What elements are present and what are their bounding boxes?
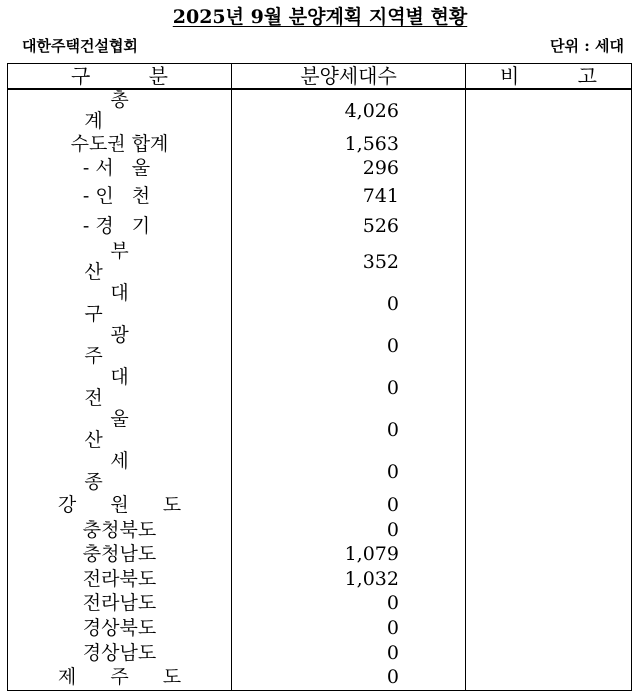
- unit-count: 0: [232, 592, 466, 617]
- remarks-cell: [466, 592, 632, 617]
- unit-count: 352: [232, 241, 466, 283]
- region-label: 충청남도: [8, 542, 232, 567]
- unit-label: 단위 : 세대: [550, 37, 624, 55]
- header-category: 구 분: [8, 64, 232, 90]
- unit-count: 1,032: [232, 567, 466, 592]
- table-row: [8, 641, 632, 666]
- region-label: 대 구: [8, 283, 232, 325]
- table-row: [8, 211, 632, 241]
- unit-count: 526: [232, 211, 466, 241]
- table-row: [8, 616, 632, 641]
- region-label: -서 울: [8, 157, 232, 182]
- unit-count: 0: [232, 616, 466, 641]
- unit-count: 741: [232, 181, 466, 211]
- remarks-cell: [466, 211, 632, 241]
- remarks-cell: [466, 367, 632, 409]
- table-row: [8, 451, 632, 493]
- header-remarks: 비 고: [466, 64, 632, 90]
- remarks-cell: [466, 409, 632, 451]
- unit-count: 1,563: [232, 132, 466, 157]
- unit-count: 0: [232, 409, 466, 451]
- table-row: [8, 181, 632, 211]
- table-row: [8, 542, 632, 567]
- unit-count: 0: [232, 518, 466, 543]
- region-label: 대 전: [8, 367, 232, 409]
- region-label: 전라북도: [8, 567, 232, 592]
- region-label: 경상북도: [8, 616, 232, 641]
- remarks-cell: [466, 493, 632, 518]
- remarks-cell: [466, 518, 632, 543]
- region-label: 부 산: [8, 241, 232, 283]
- unit-count: 0: [232, 641, 466, 666]
- unit-count: 0: [232, 493, 466, 518]
- region-label: 울 산: [8, 409, 232, 451]
- unit-count: 4,026: [232, 89, 466, 132]
- header-units: 분양세대수: [232, 64, 466, 90]
- table-row: [8, 567, 632, 592]
- remarks-cell: [466, 616, 632, 641]
- remarks-cell: [466, 283, 632, 325]
- remarks-cell: [466, 132, 632, 157]
- table-row: [8, 409, 632, 451]
- organization-name: 대한주택건설협회: [22, 37, 138, 55]
- unit-count: 296: [232, 157, 466, 182]
- region-label: -인 천: [8, 181, 232, 211]
- unit-count: 0: [232, 367, 466, 409]
- unit-count: 1,079: [232, 542, 466, 567]
- remarks-cell: [466, 665, 632, 690]
- table-row: [8, 325, 632, 367]
- table-row: [8, 367, 632, 409]
- regional-sales-table: [7, 63, 632, 691]
- remarks-cell: [466, 542, 632, 567]
- remarks-cell: [466, 567, 632, 592]
- remarks-cell: [466, 451, 632, 493]
- remarks-cell: [466, 325, 632, 367]
- region-label: 총 계: [8, 89, 232, 132]
- region-label: 경상남도: [8, 641, 232, 666]
- region-label: 충청북도: [8, 518, 232, 543]
- table-row: [8, 132, 632, 157]
- table-row: [8, 592, 632, 617]
- remarks-cell: [466, 181, 632, 211]
- table-row: [8, 89, 632, 132]
- remarks-cell: [466, 89, 632, 132]
- table-header-row: [8, 64, 632, 90]
- unit-count: 0: [232, 283, 466, 325]
- unit-count: 0: [232, 325, 466, 367]
- region-label: 제 주 도: [8, 665, 232, 690]
- table-row: [8, 241, 632, 283]
- region-label: -경 기: [8, 211, 232, 241]
- table-row: [8, 518, 632, 543]
- remarks-cell: [466, 641, 632, 666]
- table-row: [8, 665, 632, 690]
- table-row: [8, 157, 632, 182]
- region-label: 광 주: [8, 325, 232, 367]
- region-label: 세 종: [8, 451, 232, 493]
- unit-count: 0: [232, 451, 466, 493]
- remarks-cell: [466, 157, 632, 182]
- region-label: 전라남도: [8, 592, 232, 617]
- table-row: [8, 493, 632, 518]
- page-title: [0, 2, 640, 29]
- region-label: 수도권 합계: [8, 132, 232, 157]
- unit-count: 0: [232, 665, 466, 690]
- remarks-cell: [466, 241, 632, 283]
- region-label: 강 원 도: [8, 493, 232, 518]
- table-row: [8, 283, 632, 325]
- page-title-text: 2025년 9월 분양계획 지역별 현황: [172, 6, 468, 28]
